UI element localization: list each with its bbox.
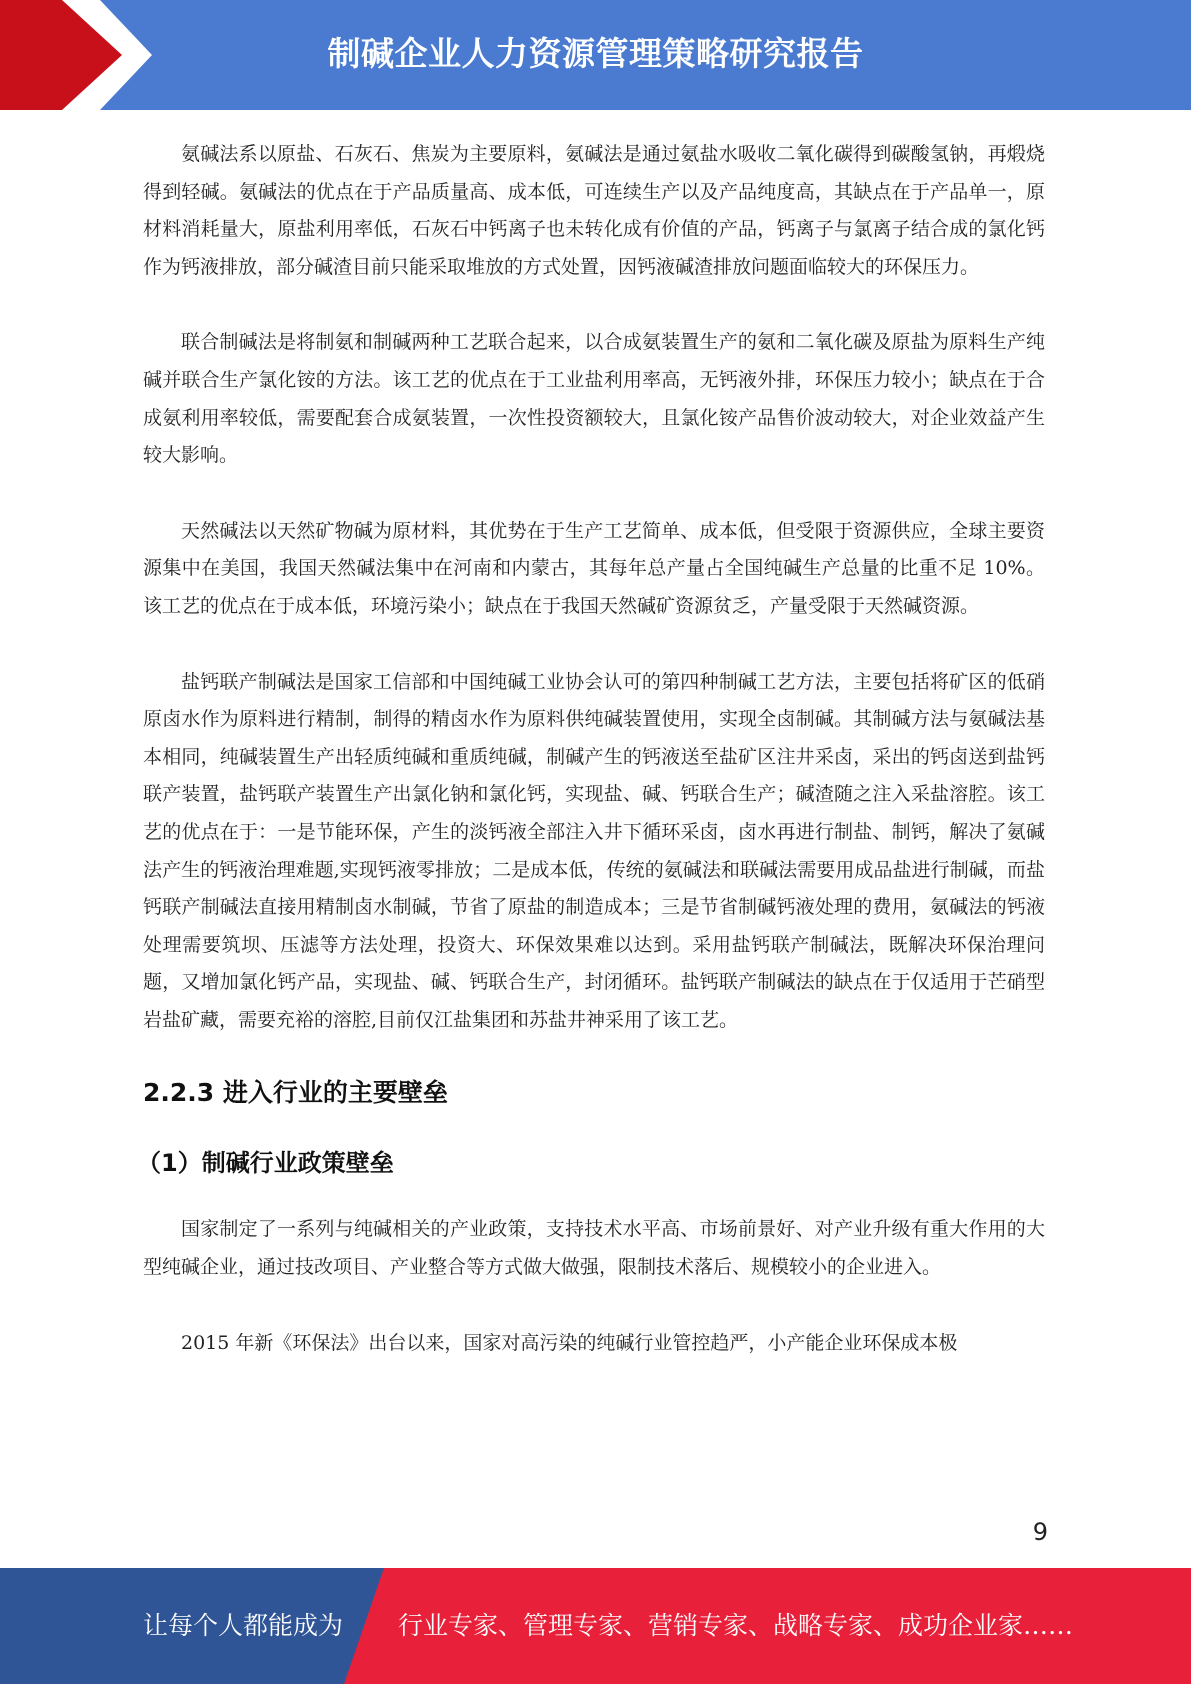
subsection-heading: （1）制碱行业政策壁垒 bbox=[137, 1149, 394, 1178]
page-content bbox=[137, 136, 1045, 1362]
paragraph-industry-policy: 国家制定了一系列与纯碱相关的产业政策，支持技术水平高、市场前景好、对产业升级有重大作用的大型纯碱企业，通过技改项目、产业整合等方式做大做强，限制技术落后、规模较小的企业进入。 bbox=[143, 1218, 1045, 1279]
section-heading: 2.2.3 进入行业的主要壁垒 bbox=[143, 1078, 448, 1108]
page-number: 9 bbox=[1032, 1518, 1048, 1546]
paragraph-salt-calcium-process: 盐钙联产制碱法是国家工信部和中国纯碱工业协会认可的第四种制碱工艺方法，主要包括将矿区的低硝原卤水作为原料进行精制，制得的精卤水作为原料供纯碱装置使用，实现全卤制碱。其制碱方法与氨碱法基本相同，纯碱装置生产出轻质纯碱和重质纯碱，制碱产生的钙液送至盐矿区注井采卤，采出的钙卤送到盐钙联产装置，盐钙联产装置生产出氯化钠和氯化钙，实现盐、碱、钙联合生产；碱渣随之注入采盐溶腔。该工艺的优点在于：一是节能环保，产生的淡钙液全部注入井下循环采卤，卤水再进行制盐、制钙，解决了氨碱法产生的钙液治理难题,实现钙液零排放；二是成本低，传统的氨碱法和联碱法需要用成品盐进行制碱，而盐钙联产制碱法直接用精制卤水制碱，节省了原盐的制造成本；三是节省制碱钙液处理的费用，氨碱法的钙液处理需要筑坝、压滤等方法处理，投资大、环保效果难以达到。采用盐钙联产制碱法，既解决环保治理问题，又增加氯化钙产品，实现盐、碱、钙联合生产，封闭循环。盐钙联产制碱法的缺点在于仅适用于芒硝型岩盐矿藏，需要充裕的溶腔,目前仅江盐集团和苏盐井神采用了该工艺。 bbox=[143, 670, 1045, 1031]
paragraph-natural-soda-process: 天然碱法以天然矿物碱为原材料，其优势在于生产工艺简单、成本低，但受限于资源供应，全球主要资源集中在美国，我国天然碱法集中在河南和内蒙古，其每年总产量占全国纯碱生产总量的比重不足 10%。该工艺的优点在于成本低，环境污染小；缺点在于我国天然碱矿资源贫乏，产量受限于天然碱资源。 bbox=[143, 519, 1045, 617]
document-title: 制碱企业人力资源管理策略研究报告 bbox=[327, 34, 864, 73]
footer-slogan-right: 行业专家、管理专家、营销专家、战略专家、成功企业家…… bbox=[398, 1611, 1074, 1640]
paragraph-ammonia-soda-process: 氨碱法系以原盐、石灰石、焦炭为主要原料，氨碱法是通过氨盐水吸收二氧化碳得到碳酸氢钠，再煅烧得到轻碱。氨碱法的优点在于产品质量高、成本低，可连续生产以及产品纯度高，其缺点在于产品单一，原材料消耗量大，原盐利用率低，石灰石中钙离子也未转化成有价值的产品，钙离子与氯离子结合成的氯化钙作为钙液排放，部分碱渣目前只能采取堆放的方式处置，因钙液碱渣排放问题面临较大的环保压力。 bbox=[143, 143, 1045, 278]
page-header bbox=[0, 0, 1191, 110]
paragraph-combined-soda-process: 联合制碱法是将制氨和制碱两种工艺联合起来，以合成氨装置生产的氨和二氧化碳及原盐为原料生产纯碱并联合生产氯化铵的方法。该工艺的优点在于工业盐利用率高，无钙液外排，环保压力较小；缺点在于合成氨利用率较低，需要配套合成氨装置，一次性投资额较大，且氯化铵产品售价波动较大，对企业效益产生较大影响。 bbox=[143, 331, 1045, 467]
page-footer bbox=[0, 1568, 1191, 1684]
footer-slogan-left: 让每个人都能成为 bbox=[143, 1611, 344, 1640]
paragraph-environmental-law: 2015 年新《环保法》出台以来，国家对高污染的纯碱行业管控趋严，小产能企业环保成本极 bbox=[181, 1331, 958, 1354]
